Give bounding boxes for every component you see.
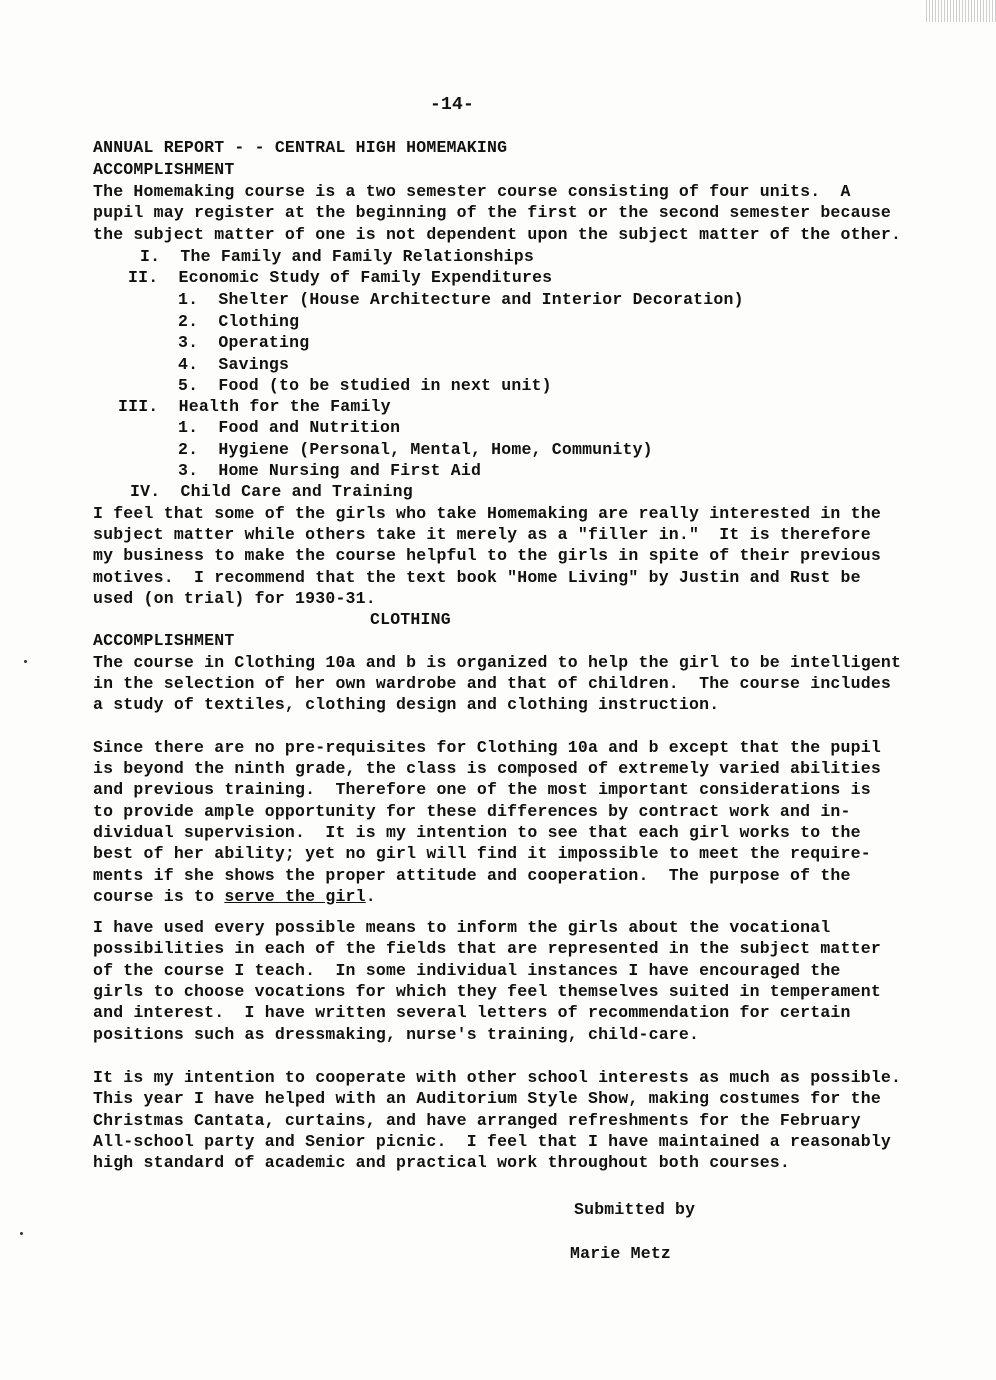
clothing-para-line: Since there are no pre-requisites for Clothing 10a and b except that the pupil: [93, 738, 881, 757]
outline-item-unit: I. The Family and Family Relationships: [140, 247, 534, 266]
outline-subitem: 3. Home Nursing and First Aid: [178, 461, 482, 480]
report-title: ANNUAL REPORT - - CENTRAL HIGH HOMEMAKING: [93, 138, 508, 157]
vocational-para-line: and interest. I have written several letters of recommendation for certain: [93, 1003, 851, 1022]
clothing-para-line: in the selection of her own wardrobe and that of children. The course includes: [93, 674, 892, 693]
cooperation-para-line: It is my intention to cooperate with other school interests as much as possible.: [93, 1068, 902, 1087]
section-heading-accomplishment: ACCOMPLISHMENT: [93, 631, 235, 650]
outline-subitem: 2. Clothing: [178, 312, 300, 331]
signature-name: Marie Metz: [570, 1244, 672, 1263]
clothing-para-line: The course in Clothing 10a and b is organized to help the girl to be intelligent: [93, 653, 902, 672]
vocational-para-line: of the course I teach. In some individual instances I have encouraged the: [93, 961, 841, 980]
outline-subitem: 2. Hygiene (Personal, Mental, Home, Community): [178, 440, 653, 459]
cooperation-para-line: All-school party and Senior picnic. I feel that I have maintained a reasonably: [93, 1132, 892, 1151]
cooperation-para-line: This year I have helped with an Auditorium Style Show, making costumes for the: [93, 1089, 881, 1108]
clothing-para-line: and previous training. Therefore one of the most important considerations is: [93, 780, 871, 799]
outline-subitem: 5. Food (to be studied in next unit): [178, 376, 552, 395]
outline-item-unit: III. Health for the Family: [118, 397, 391, 416]
outline-subitem: 1. Shelter (House Architecture and Interior Decoration): [178, 290, 744, 309]
scan-speck: [24, 660, 27, 663]
outline-subitem: 1. Food and Nutrition: [178, 418, 401, 437]
submitted-by-label: Submitted by: [574, 1200, 696, 1219]
closing-line: I feel that some of the girls who take Homemaking are really interested in the: [93, 504, 881, 523]
outline-subitem: 4. Savings: [178, 355, 290, 374]
clothing-para-last-line: [93, 887, 376, 907]
section-heading-accomplishment: ACCOMPLISHMENT: [93, 160, 235, 179]
page-number: -14-: [430, 95, 475, 115]
clothing-para-line: a study of textiles, clothing design and clothing instruction.: [93, 695, 720, 714]
para-text: course is to: [93, 887, 225, 906]
underlined-phrase: serve the girl: [224, 887, 366, 906]
clothing-para-line: is beyond the ninth grade, the class is composed of extremely varied abilities: [93, 759, 881, 778]
scan-edge-noise: [926, 0, 996, 22]
para-text: .: [365, 887, 376, 906]
vocational-para-line: I have used every possible means to inform the girls about the vocational: [93, 918, 831, 937]
closing-line: my business to make the course helpful to the girls in spite of their previous: [93, 546, 881, 565]
section-title-clothing: CLOTHING: [370, 610, 451, 629]
cooperation-para-line: high standard of academic and practical work throughout both courses.: [93, 1153, 791, 1172]
intro-line: pupil may register at the beginning of the first or the second semester because: [93, 203, 892, 222]
outline-item-unit: IV. Child Care and Training: [130, 482, 413, 501]
vocational-para-line: possibilities in each of the fields that are represented in the subject matter: [93, 939, 881, 958]
closing-line: motives. I recommend that the text book "Home Living" by Justin and Rust be: [93, 568, 861, 587]
outline-item-unit: II. Economic Study of Family Expenditures: [128, 268, 553, 287]
intro-line: The Homemaking course is a two semester course consisting of four units. A: [93, 182, 851, 201]
clothing-para-line: to provide ample opportunity for these differences by contract work and in-: [93, 802, 851, 821]
clothing-para-line: best of her ability; yet no girl will find it impossible to meet the require-: [93, 844, 871, 863]
closing-line: subject matter while others take it merely as a "filler in." It is therefore: [93, 525, 871, 544]
clothing-para-line: ments if she shows the proper attitude and cooperation. The purpose of the: [93, 866, 851, 885]
intro-line: the subject matter of one is not dependent upon the subject matter of the other.: [93, 225, 902, 244]
clothing-para-line: dividual supervision. It is my intention to see that each girl works to the: [93, 823, 861, 842]
vocational-para-line: girls to choose vocations for which they feel themselves suited in temperament: [93, 982, 881, 1001]
vocational-para-line: positions such as dressmaking, nurse's training, child-care.: [93, 1025, 700, 1044]
scan-speck: [20, 1232, 23, 1235]
cooperation-para-line: Christmas Cantata, curtains, and have arranged refreshments for the February: [93, 1111, 861, 1130]
outline-subitem: 3. Operating: [178, 333, 310, 352]
closing-line: used (on trial) for 1930-31.: [93, 589, 376, 608]
